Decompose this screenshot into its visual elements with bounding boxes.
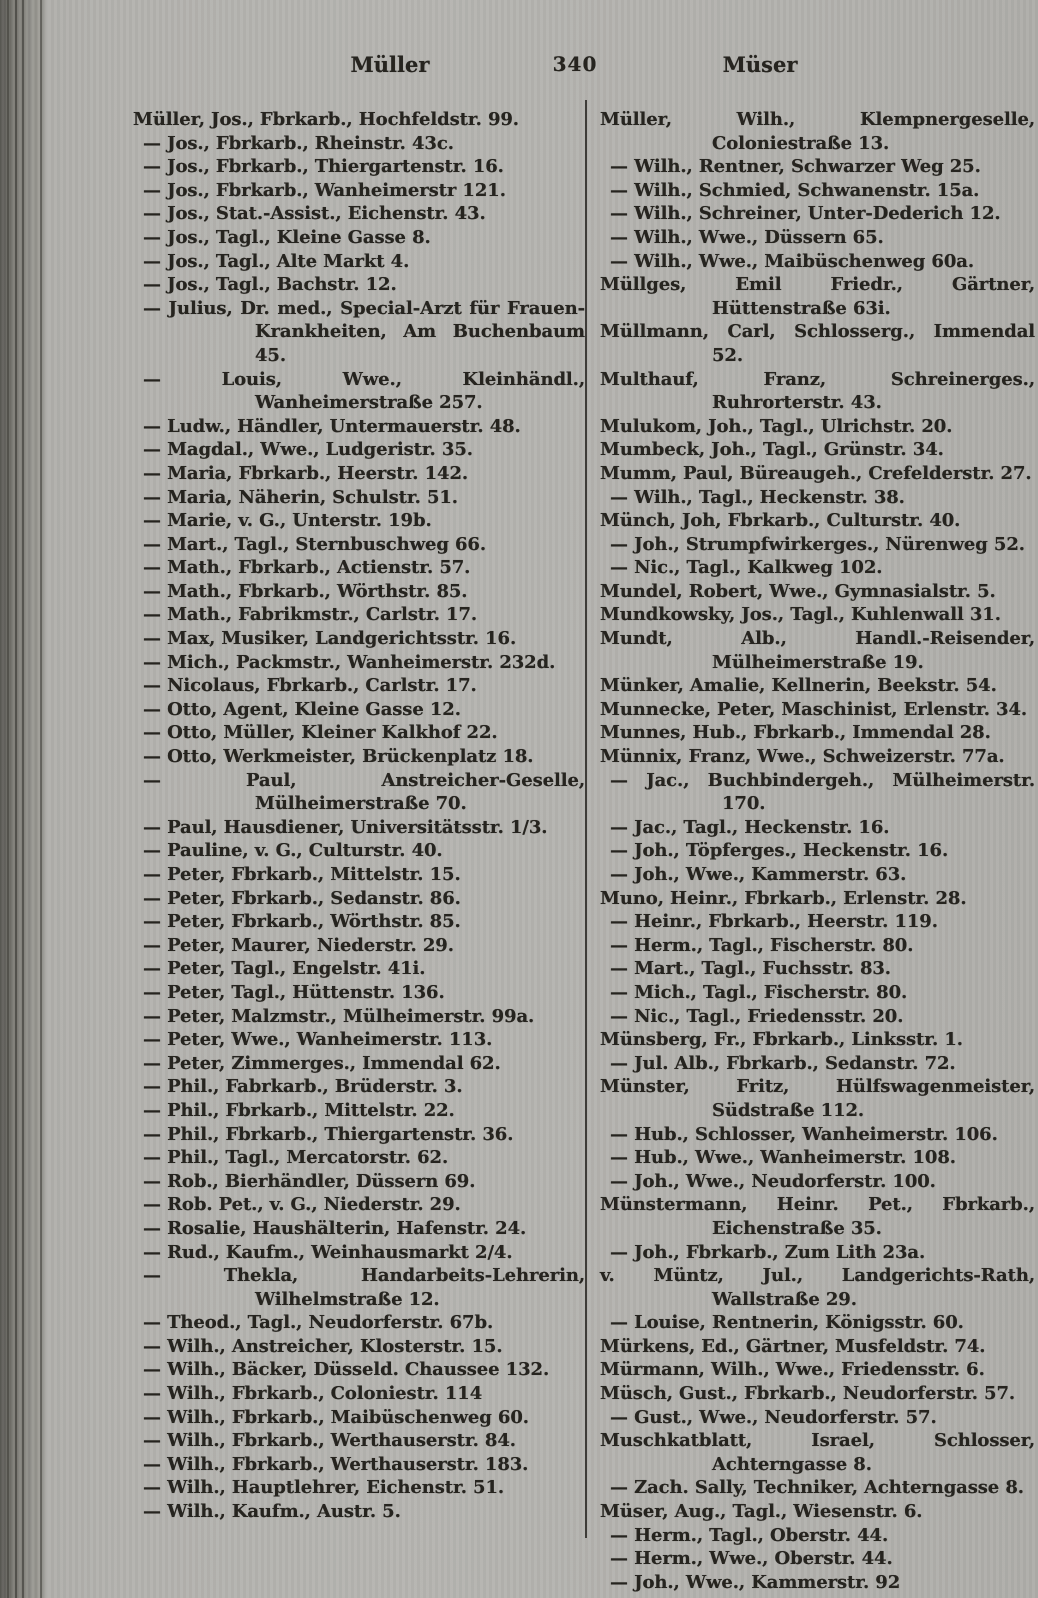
- directory-entry: — Joh., Töpferges., Heckenstr. 16.: [610, 840, 949, 862]
- directory-entry: — Rud., Kaufm., Weinhausmarkt 2/4.: [143, 1241, 513, 1263]
- directory-entry: Multhauf, Franz, Schreinerges., Ruhrorterstr. 43.: [600, 368, 1035, 414]
- directory-entry: Muschkatblatt, Israel, Schlosser, Achterngasse 8.: [600, 1430, 1035, 1475]
- directory-entry: Münch, Joh, Fbrkarb., Culturstr. 40.: [600, 510, 961, 532]
- directory-entry: — Julius, Dr. med., Special-Arzt für Frauen-Krankheiten, Am Buchenbaum 45.: [143, 297, 585, 366]
- directory-entry: — Zach. Sally, Techniker, Achterngasse 8.: [610, 1477, 1024, 1499]
- directory-entry: — Joh., Wwe., Kammerstr. 63.: [610, 864, 907, 885]
- directory-entry: — Hub., Wwe., Wanheimerstr. 108.: [610, 1147, 956, 1169]
- directory-entry: Mumbeck, Joh., Tagl., Grünstr. 34.: [600, 439, 944, 461]
- directory-entry: — Nic., Tagl., Friedensstr. 20.: [610, 1005, 904, 1027]
- directory-column-right: [600, 108, 1035, 1594]
- directory-entry: — Wilh., Kaufm., Austr. 5.: [143, 1501, 401, 1523]
- column-divider-rule: [585, 100, 587, 1538]
- directory-entry: — Phil., Fbrkarb., Thiergartenstr. 36.: [143, 1123, 514, 1145]
- directory-entry: — Peter, Fbrkarb., Mittelstr. 15.: [143, 864, 461, 885]
- directory-entry: Müller, Jos., Fbrkarb., Hochfeldstr. 99.: [133, 109, 519, 130]
- directory-entry: — Peter, Malzmstr., Mülheimerstr. 99a.: [143, 1005, 535, 1027]
- directory-entry: — Jul. Alb., Fbrkarb., Sedanstr. 72.: [610, 1052, 956, 1074]
- directory-entry: — Jos., Tagl., Bachstr. 12.: [143, 274, 397, 296]
- directory-entry: — Rob., Bierhändler, Düssern 69.: [143, 1170, 476, 1192]
- directory-entry: Münstermann, Heinr. Pet., Fbrkarb., Eichenstraße 35.: [600, 1194, 1035, 1239]
- directory-entry: — Wilh., Wwe., Maibüschenweg 60a.: [610, 250, 974, 272]
- directory-entry: — Jos., Fbrkarb., Thiergartenstr. 16.: [143, 156, 504, 178]
- directory-entry: Mundkowsky, Jos., Tagl., Kuhlenwall 31.: [600, 604, 1001, 626]
- directory-entry: Müllmann, Carl, Schlosserg., Immendal 52.: [600, 321, 1035, 366]
- directory-entry: — Joh., Wwe., Neudorferstr. 100.: [610, 1170, 936, 1192]
- directory-entry: — Maria, Näherin, Schulstr. 51.: [143, 486, 458, 508]
- directory-entry: Müsch, Gust., Fbrkarb., Neudorferstr. 57.: [600, 1383, 1016, 1405]
- directory-entry: — Magdal., Wwe., Ludgeristr. 35.: [143, 439, 473, 461]
- directory-entry: — Wilh., Fbrkarb., Coloniestr. 114: [143, 1383, 483, 1405]
- running-head-left-title: Müller: [350, 52, 430, 77]
- directory-entry: — Peter, Fbrkarb., Wörthstr. 85.: [143, 911, 461, 933]
- directory-entry: — Jos., Stat.-Assist., Eichenstr. 43.: [143, 203, 486, 225]
- directory-entry: — Thekla, Handarbeits-Lehrerin, Wilhelmstraße 12.: [143, 1265, 585, 1310]
- book-binding-edge: [0, 0, 48, 1598]
- directory-entry: — Pauline, v. G., Culturstr. 40.: [143, 840, 443, 862]
- directory-entry: — Paul, Hausdiener, Universitätsstr. 1/3.: [143, 816, 548, 838]
- directory-entry: — Phil., Fabrkarb., Brüderstr. 3.: [143, 1076, 463, 1098]
- directory-entry: — Nicolaus, Fbrkarb., Carlstr. 17.: [143, 675, 477, 697]
- directory-entry: Mumm, Paul, Büreaugeh., Crefelderstr. 27.: [600, 462, 1032, 484]
- directory-entry: — Math., Fabrikmstr., Carlstr. 17.: [143, 604, 478, 626]
- directory-entry: — Ludw., Händler, Untermauerstr. 48.: [143, 415, 521, 437]
- directory-entry: — Gust., Wwe., Neudorferstr. 57.: [610, 1406, 937, 1428]
- directory-entry: — Peter, Wwe., Wanheimerstr. 113.: [143, 1029, 493, 1051]
- directory-entry: Mulukom, Joh., Tagl., Ulrichstr. 20.: [600, 415, 953, 437]
- directory-entry: Münker, Amalie, Kellnerin, Beekstr. 54.: [600, 675, 997, 697]
- directory-entry: — Paul, Anstreicher-Geselle, Mülheimerstraße 70.: [143, 769, 585, 815]
- directory-entry: — Math., Fbrkarb., Wörthstr. 85.: [143, 580, 468, 602]
- directory-entry: — Wilh., Bäcker, Düsseld. Chaussee 132.: [143, 1359, 550, 1381]
- directory-entry: — Wilh., Fbrkarb., Werthauserstr. 84.: [143, 1430, 516, 1452]
- directory-entry: — Joh., Wwe., Kammerstr. 92: [610, 1571, 901, 1593]
- page-number: 340: [552, 52, 598, 76]
- directory-entry: — Max, Musiker, Landgerichtsstr. 16.: [143, 628, 517, 650]
- directory-entry: — Peter, Fbrkarb., Sedanstr. 86.: [143, 887, 461, 909]
- directory-entry: Muno, Heinr., Fbrkarb., Erlenstr. 28.: [600, 887, 967, 909]
- page-edge-line: [15, 0, 17, 1598]
- directory-entry: — Peter, Tagl., Hüttenstr. 136.: [143, 981, 445, 1003]
- directory-entry: — Wilh., Fbrkarb., Werthauserstr. 183.: [143, 1453, 529, 1475]
- directory-entry: Mundel, Robert, Wwe., Gymnasialstr. 5.: [600, 580, 996, 602]
- directory-entry: — Theod., Tagl., Neudorferstr. 67b.: [143, 1312, 494, 1334]
- directory-entry: — Herm., Tagl., Fischerstr. 80.: [610, 934, 914, 956]
- directory-entry: Munnecke, Peter, Maschinist, Erlenstr. 34.: [600, 698, 1028, 720]
- directory-entry: — Wilh., Tagl., Heckenstr. 38.: [610, 486, 905, 508]
- directory-entry: — Phil., Fbrkarb., Mittelstr. 22.: [143, 1099, 455, 1121]
- directory-column-left: [133, 108, 585, 1524]
- directory-entry: Münnix, Franz, Wwe., Schweizerstr. 77a.: [600, 746, 1005, 768]
- page-edge-line: [40, 0, 42, 1598]
- page-edge-line: [7, 0, 9, 1598]
- directory-entry: Mundt, Alb., Handl.-Reisender, Mülheimerstraße 19.: [600, 628, 1035, 673]
- directory-entry: — Herm., Wwe., Oberstr. 44.: [610, 1548, 893, 1570]
- directory-entry: — Peter, Zimmerges., Immendal 62.: [143, 1052, 501, 1074]
- directory-entry: — Wilh., Anstreicher, Klosterstr. 15.: [143, 1335, 503, 1357]
- directory-entry: — Wilh., Rentner, Schwarzer Weg 25.: [610, 156, 981, 178]
- directory-entry: Munnes, Hub., Fbrkarb., Immendal 28.: [600, 722, 991, 744]
- directory-entry: — Rob. Pet., v. G., Niederstr. 29.: [143, 1194, 461, 1216]
- page-edge-line: [22, 0, 24, 1598]
- directory-entry: Mürmann, Wilh., Wwe., Friedensstr. 6.: [600, 1359, 985, 1381]
- directory-entry: — Herm., Tagl., Oberstr. 44.: [610, 1524, 889, 1546]
- directory-entry: — Jac., Tagl., Heckenstr. 16.: [610, 816, 890, 838]
- directory-entry: — Mich., Tagl., Fischerstr. 80.: [610, 981, 908, 1003]
- directory-entry: — Nic., Tagl., Kalkweg 102.: [610, 557, 883, 579]
- directory-entry: — Marie, v. G., Unterstr. 19b.: [143, 510, 432, 532]
- directory-entry: — Jos., Fbrkarb., Wanheimerstr 121.: [143, 179, 506, 201]
- directory-entry: — Maria, Fbrkarb., Heerstr. 142.: [143, 462, 469, 484]
- directory-entry: v. Müntz, Jul., Landgerichts-Rath, Wallstraße 29.: [600, 1265, 1035, 1310]
- directory-entry: — Wilh., Wwe., Düssern 65.: [610, 226, 884, 248]
- directory-entry: — Otto, Agent, Kleine Gasse 12.: [143, 698, 461, 720]
- directory-entry: Müller, Wilh., Klempnergeselle, Coloniestraße 13.: [600, 109, 1035, 154]
- directory-entry: — Otto, Werkmeister, Brückenplatz 18.: [143, 746, 534, 768]
- directory-entry: — Phil., Tagl., Mercatorstr. 62.: [143, 1147, 449, 1169]
- directory-entry: — Mich., Packmstr., Wanheimerstr. 232d.: [143, 651, 556, 673]
- directory-entry: — Mart., Tagl., Sternbuschweg 66.: [143, 533, 487, 555]
- directory-entry: — Wilh., Fbrkarb., Maibüschenweg 60.: [143, 1406, 529, 1428]
- directory-entry: — Peter, Tagl., Engelstr. 41i.: [143, 958, 426, 980]
- directory-entry: — Jos., Fbrkarb., Rheinstr. 43c.: [143, 132, 454, 154]
- directory-entry: Mürkens, Ed., Gärtner, Musfeldstr. 74.: [600, 1335, 986, 1357]
- directory-entry: — Joh., Strumpfwirkerges., Nürenweg 52.: [610, 533, 1025, 555]
- directory-entry: Münster, Fritz, Hülfswagenmeister, Südstraße 112.: [600, 1076, 1035, 1121]
- directory-entry: — Wilh., Hauptlehrer, Eichenstr. 51.: [143, 1477, 505, 1499]
- directory-entry: Münsberg, Fr., Fbrkarb., Linksstr. 1.: [600, 1029, 963, 1051]
- directory-entry: — Jac., Buchbindergeh., Mülheimerstr. 170.: [610, 769, 1035, 815]
- running-head-right-title: Müser: [722, 52, 798, 77]
- directory-entry: — Math., Fbrkarb., Actienstr. 57.: [143, 557, 471, 579]
- directory-entry: Müllges, Emil Friedr., Gärtner, Hüttenstraße 63i.: [600, 274, 1035, 319]
- directory-entry: — Otto, Müller, Kleiner Kalkhof 22.: [143, 722, 498, 744]
- directory-entry: — Louise, Rentnerin, Königsstr. 60.: [610, 1312, 964, 1334]
- directory-entry: — Joh., Fbrkarb., Zum Lith 23a.: [610, 1241, 926, 1263]
- directory-entry: — Wilh., Schreiner, Unter-Dederich 12.: [610, 203, 1001, 225]
- directory-entry: — Rosalie, Haushälterin, Hafenstr. 24.: [143, 1217, 527, 1239]
- directory-entry: — Peter, Maurer, Niederstr. 29.: [143, 934, 454, 956]
- directory-entry: — Jos., Tagl., Kleine Gasse 8.: [143, 226, 431, 248]
- directory-entry: Müser, Aug., Tagl., Wiesenstr. 6.: [600, 1501, 923, 1523]
- directory-entry: — Hub., Schlosser, Wanheimerstr. 106.: [610, 1123, 998, 1145]
- directory-entry: — Jos., Tagl., Alte Markt 4.: [143, 250, 410, 272]
- running-head: [0, 52, 1038, 82]
- directory-entry: — Mart., Tagl., Fuchsstr. 83.: [610, 958, 891, 980]
- directory-entry: — Heinr., Fbrkarb., Heerstr. 119.: [610, 911, 938, 933]
- directory-entry: — Wilh., Schmied, Schwanenstr. 15a.: [610, 179, 980, 201]
- directory-entry: — Louis, Wwe., Kleinhändl., Wanheimerstraße 257.: [143, 368, 585, 414]
